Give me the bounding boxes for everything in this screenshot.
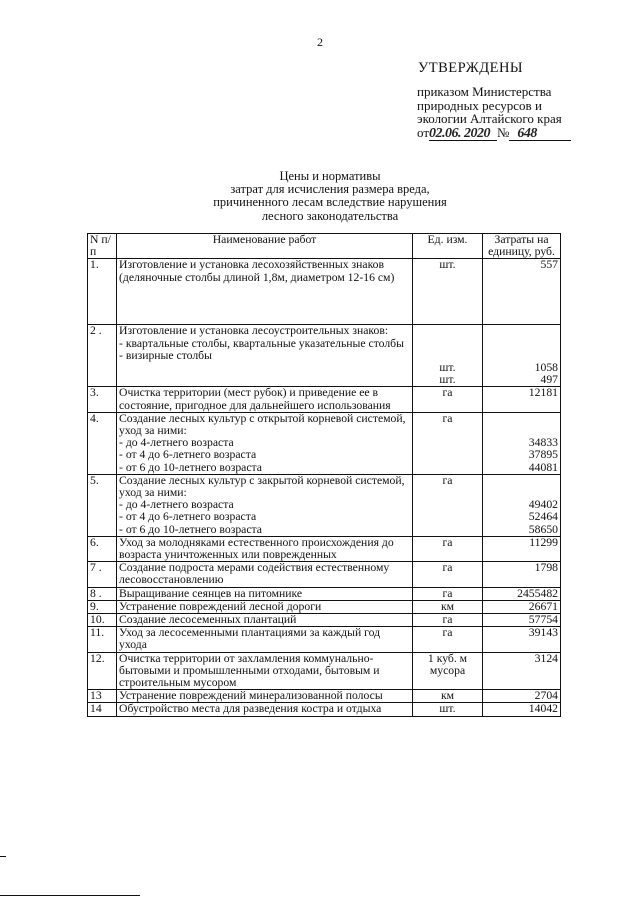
row-name: Изготовление и установка лесохозяйственных знаков (деляночные столбы длиной 1,8м, диаметром 12-16 см)	[117, 259, 413, 325]
row-num: 9.	[88, 600, 117, 613]
row-cost: 3124	[483, 652, 561, 690]
row-cost: 14042	[483, 703, 561, 716]
table-row	[88, 387, 561, 412]
row-name-main: Создание лесных культур с открытой корневой системой, уход за ними:	[119, 411, 406, 437]
row-sub-cost: 52464	[528, 510, 558, 524]
row-num: 11.	[88, 627, 117, 652]
row-sub-cost: 49402	[528, 498, 558, 512]
row-sub-name: - визирные столбы	[119, 348, 212, 362]
row-cost	[483, 412, 561, 474]
row-unit	[413, 325, 483, 387]
table-row	[88, 474, 561, 536]
row-sub-name: - от 6 до 10-летнего возраста	[119, 460, 262, 474]
row-unit: шт.	[413, 259, 483, 325]
row-num: 12.	[88, 652, 117, 690]
date-prefix: от	[417, 124, 430, 140]
header-num: N п/п	[88, 234, 117, 259]
document-title	[150, 170, 510, 223]
row-unit: га	[413, 387, 483, 412]
table-row	[88, 600, 561, 613]
approval-line-2: природных ресурсов и	[417, 97, 542, 113]
row-sub-cost: 37895	[528, 448, 558, 462]
table-row	[88, 652, 561, 690]
row-num: 2 .	[88, 325, 117, 387]
row-sub-cost: 1058	[534, 360, 558, 374]
row-cost: 12181	[483, 387, 561, 412]
header-name: Наименование работ	[117, 234, 413, 259]
row-name	[117, 325, 413, 387]
row-cost: 2455482	[483, 587, 561, 600]
table-row	[88, 562, 561, 587]
row-cost	[483, 325, 561, 387]
row-cost: 57754	[483, 614, 561, 627]
footer-rule	[0, 895, 140, 896]
row-cost: 39143	[483, 627, 561, 652]
table-header-row	[88, 234, 561, 259]
row-unit: га	[413, 587, 483, 600]
row-num: 13	[88, 690, 117, 703]
row-cost: 26671	[483, 600, 561, 613]
row-unit: 1 куб. м мусора	[413, 652, 483, 690]
approval-line-3: экологии Алтайского края	[417, 111, 562, 126]
row-name	[117, 412, 413, 474]
row-sub-name: - от 4 до 6-летнего возраста	[119, 448, 257, 462]
row-sub-name: - квартальные столбы, квартальные указательные столбы	[119, 336, 404, 350]
page-number: 2	[317, 35, 323, 49]
approval-heading: УТВЕРЖДЕНЫ	[418, 60, 524, 76]
row-num: 1.	[88, 259, 117, 325]
row-cost: 11299	[483, 536, 561, 561]
table-row	[88, 587, 561, 600]
number-prefix: №	[497, 124, 510, 140]
row-num: 7 .	[88, 562, 117, 587]
row-name: Выращивание сеянцев на питомнике	[117, 587, 413, 600]
handwritten-date: 02.06. 2020	[429, 128, 497, 141]
margin-mark	[0, 856, 6, 857]
row-cost: 557	[483, 259, 561, 325]
row-name: Устранение повреждений минерализованной полосы	[117, 690, 413, 703]
row-cost	[483, 474, 561, 536]
header-cost: Затраты на единицу, руб.	[483, 234, 561, 259]
row-num: 14	[88, 703, 117, 716]
row-sub-unit: шт.	[439, 373, 456, 387]
row-name: Уход за лесосеменными плантациями за каждый год ухода	[117, 627, 413, 652]
row-unit: шт.	[413, 703, 483, 716]
table-row	[88, 325, 561, 387]
row-unit: км	[413, 600, 483, 613]
row-name: Создание подроста мерами содействия естественному лесовосстановлению	[117, 562, 413, 587]
row-cost: 1798	[483, 562, 561, 587]
row-unit: га	[413, 536, 483, 561]
row-name: Уход за молодняками естественного происхождения до возраста уничтоженных или поврежденных	[117, 536, 413, 561]
row-cost: 2704	[483, 690, 561, 703]
row-name-main: Создание лесных культур с закрытой корневой системой, уход за ними:	[119, 473, 405, 499]
row-sub-unit: шт.	[439, 360, 456, 374]
row-num: 4.	[88, 412, 117, 474]
row-unit: га	[413, 474, 483, 536]
table-row	[88, 536, 561, 561]
approval-date-line	[417, 126, 571, 141]
table-row	[88, 412, 561, 474]
table-row	[88, 259, 561, 325]
table-row	[88, 690, 561, 703]
row-sub-name: - от 4 до 6-летнего возраста	[119, 510, 257, 524]
handwritten-number: 648	[509, 128, 571, 141]
table-row	[88, 614, 561, 627]
row-sub-cost: 44081	[528, 460, 558, 474]
row-unit: га	[413, 412, 483, 474]
row-num: 6.	[88, 536, 117, 561]
approval-order-block	[417, 85, 571, 141]
title-line-2: затрат для исчисления размера вреда,	[230, 182, 430, 197]
row-name: Очистка территории (мест рубок) и приведение ее в состояние, пригодное для дальнейшего использования	[117, 387, 413, 412]
row-sub-cost: 34833	[528, 436, 558, 450]
table-row	[88, 703, 561, 716]
header-unit: Ед. изм.	[413, 234, 483, 259]
row-num: 3.	[88, 387, 117, 412]
row-sub-name: - до 4-летнего возраста	[119, 436, 234, 450]
row-name	[117, 474, 413, 536]
row-unit: га	[413, 614, 483, 627]
row-sub-name: - от 6 до 10-летнего возраста	[119, 522, 262, 536]
row-num: 10.	[88, 614, 117, 627]
table-row	[88, 627, 561, 652]
title-line-1: Цены и нормативы	[279, 169, 381, 183]
row-name: Создание лесосеменных плантаций	[117, 614, 413, 627]
row-name-main: Изготовление и установка лесоустроительных знаков:	[119, 324, 389, 338]
row-num: 5.	[88, 474, 117, 536]
approval-line-1: приказом Министерства	[417, 84, 552, 99]
row-sub-cost: 58650	[528, 522, 558, 536]
row-num: 8 .	[88, 587, 117, 600]
row-unit: га	[413, 627, 483, 652]
row-unit: га	[413, 562, 483, 587]
costs-table	[87, 233, 561, 717]
title-line-3: причиненного лесам вследствие нарушения	[213, 195, 447, 210]
row-sub-name: - до 4-летнего возраста	[119, 498, 234, 512]
row-name: Очистка территории от захламления коммунально-бытовыми и промышленными отходами, бытовым и строительным мусором	[117, 652, 413, 690]
row-name: Устранение повреждений лесной дороги	[117, 600, 413, 613]
row-unit: км	[413, 690, 483, 703]
row-name: Обустройство места для разведения костра и отдыха	[117, 703, 413, 716]
row-sub-cost: 497	[540, 373, 558, 387]
title-line-4: лесного законодательства	[261, 208, 399, 223]
